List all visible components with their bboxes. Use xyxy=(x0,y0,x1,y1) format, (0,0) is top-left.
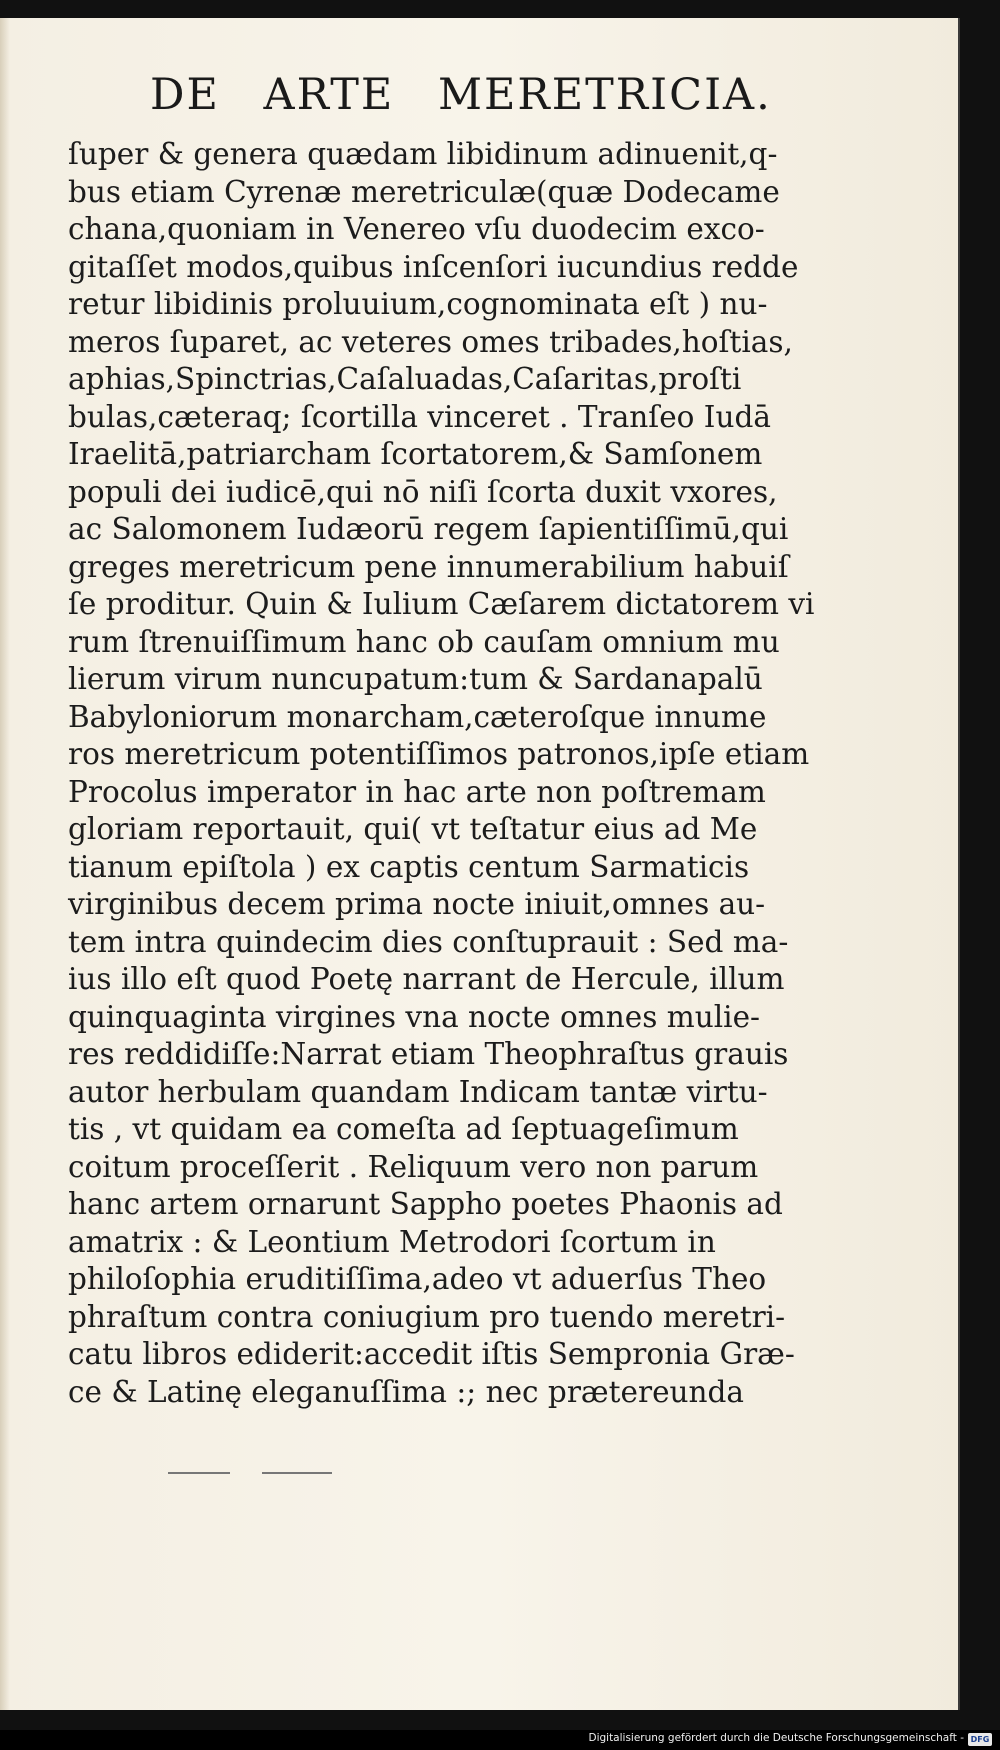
text-line: amatrix : & Leontium Metrodori ſcortum in xyxy=(68,1224,716,1259)
text-line: phraſtum contra coniugium pro tuendo meretri- xyxy=(68,1299,786,1334)
text-line: autor herbulam quandam Indicam tantæ virtu- xyxy=(68,1074,768,1109)
dfg-logo: DFG xyxy=(968,1733,992,1746)
text-line: hanc artem ornarunt Sappho poetes Phaonis ad xyxy=(68,1187,783,1221)
text-line: greges meretricum pene innumerabilium habuiſ xyxy=(68,549,789,584)
text-line: retur libidinis proluuium,cognominata eſt ) nu- xyxy=(68,287,768,321)
end-rule-right xyxy=(262,1472,332,1474)
text-line: chana,quoniam in Venereo vſu duodecim exco- xyxy=(68,212,765,246)
book-page xyxy=(0,18,960,1710)
page-edge-shadow xyxy=(0,18,10,1710)
text-line: bulas,cæteraq; ſcortilla vinceret . Tranſeo Iudā xyxy=(68,399,771,434)
text-line: quinquaginta virgines vna nocte omnes mulie- xyxy=(68,999,760,1034)
text-line: coitum proceſſerit . Reliquum vero non parum xyxy=(68,1149,759,1184)
text-line: lierum virum nuncupatum:tum & Sardanapalū xyxy=(68,662,763,696)
text-line: bus etiam Cyrenæ meretriculæ(quæ Dodecame xyxy=(68,174,780,209)
text-line: ſuper & genera quædam libidinum adinuenit,q- xyxy=(68,137,778,171)
text-line: tem intra quindecim dies conſtuprauit : Sed ma- xyxy=(68,924,789,959)
text-line: philoſophia eruditiſſima,adeo vt aduerſus Theo xyxy=(68,1262,767,1296)
text-line: catu libros ediderit:accedit iſtis Sempronia Græ- xyxy=(68,1337,795,1371)
running-title: DE ARTE MERETRICIA. xyxy=(150,70,772,120)
text-line: Babyloniorum monarcham,cæteroſque innume xyxy=(68,699,767,734)
text-line: populi dei iudicē,qui nō niſi ſcorta duxit vxores, xyxy=(68,474,778,509)
text-line: aphias,Spinctrias,Caſaluadas,Caſaritas,proſti xyxy=(68,362,742,396)
text-line: virginibus decem prima nocte iniuit,omnes au- xyxy=(68,887,766,921)
text-line: tianum epiſtola ) ex captis centum Sarmaticis xyxy=(68,849,750,884)
text-line: ſe proditur. Quin & Iulium Cæſarem dictatorem vi xyxy=(68,587,815,621)
text-line: res reddidiſſe:Narrat etiam Theophraſtus grauis xyxy=(68,1037,789,1071)
text-line: rum ſtrenuiſſimum hanc ob cauſam omnium mu xyxy=(68,624,780,659)
text-line: Procolus imperator in hac arte non poſtremam xyxy=(68,774,766,809)
text-line: tis , vt quidam ea comeſta ad ſeptuageſimum xyxy=(68,1112,739,1146)
footer-bar xyxy=(0,1730,1000,1750)
text-line: meros ſuparet, ac veteres omes tribades,hoſtias, xyxy=(68,324,793,359)
funding-credit: Digitalisierung gefördert durch die Deutsche Forschungsgemeinschaft - xyxy=(588,1732,964,1744)
text-line: ius illo eſt quod Poetę narrant de Hercule, illum xyxy=(68,962,785,996)
body-text xyxy=(68,136,848,1411)
text-line: gloriam reportauit, qui( vt teſtatur eius ad Me xyxy=(68,812,758,846)
text-line: ce & Latinę eleganuſſima :; nec prætereunda xyxy=(68,1374,744,1409)
end-rule-left xyxy=(168,1472,230,1474)
text-line: ac Salomonem Iudæorū regem ſapientiſſimū,qui xyxy=(68,512,789,546)
text-line: gitaſſet modos,quibus inſcenſori iucundius redde xyxy=(68,249,799,284)
text-line: Iraelitā,patriarcham ſcortatorem,& Samſonem xyxy=(68,437,763,471)
text-line: ros meretricum potentiſſimos patronos,ipſe etiam xyxy=(68,737,810,771)
